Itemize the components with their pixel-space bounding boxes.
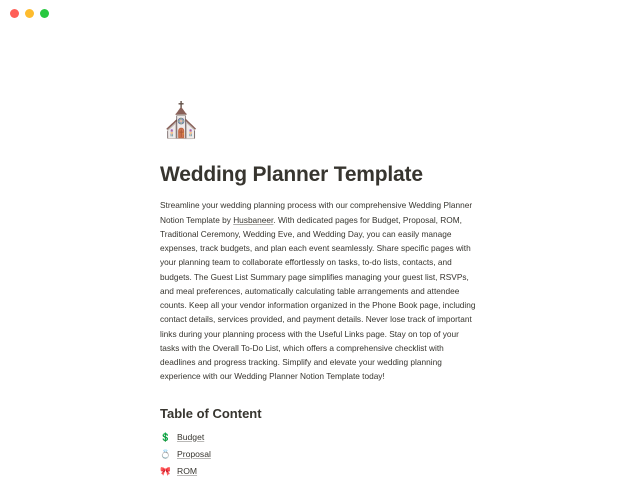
church-icon[interactable]: ⛪ (160, 102, 203, 140)
window-controls (10, 9, 49, 18)
page-title: Wedding Planner Template (160, 163, 423, 186)
table-of-content-heading: Table of Content (160, 405, 262, 421)
list-item[interactable] (160, 446, 580, 463)
husbaneer-link[interactable]: Husbaneer (233, 214, 274, 225)
dollar-icon: 💲 (160, 431, 171, 442)
close-button[interactable] (10, 9, 19, 18)
ribbon-icon: 🎀 (160, 465, 171, 476)
list-item[interactable] (160, 463, 580, 480)
toc-item-label[interactable]: ROM (177, 465, 198, 476)
toc-item-label[interactable]: Budget (177, 431, 205, 442)
intro-paragraph (160, 198, 480, 383)
toc-item-label[interactable]: Proposal (177, 448, 211, 459)
document-body (0, 104, 640, 480)
window-titlebar (0, 0, 640, 26)
table-of-content-list (160, 429, 580, 480)
ring-icon: 💍 (160, 448, 171, 459)
intro-text-part2: . With dedicated pages for Budget, Proposal, ROM, Traditional Ceremony, Wedding Eve, and Wedding Day, you can easily manage expenses, track budgets, and plan each event seamlessly. Share specific pages with your planning team to collaborate effortlessly on tasks, to-do lists, contacts, and budgets. The Guest List Summary page simplifies managing your guest list, RSVPs, and meal preferences, automatically calculating table arrangements and attendee counts. Keep all your vendor information organized in the Phone Book page, including contact details, services provided, and payment details. Never lose track of important links during your planning process with the Useful Links page. Stay on top of your tasks with the Overall To-Do List, which offers a comprehensive checklist with deadlines and progress tracking. Simplify and elevate your wedding planning experience with our Wedding Planner Notion Template today! (160, 214, 476, 382)
intro-text-part1: Streamline your wedding planning process with our comprehensive Wedding Planner Notion Template by (160, 200, 473, 225)
list-item[interactable] (160, 429, 580, 446)
minimize-button[interactable] (25, 9, 34, 18)
zoom-button[interactable] (40, 9, 49, 18)
